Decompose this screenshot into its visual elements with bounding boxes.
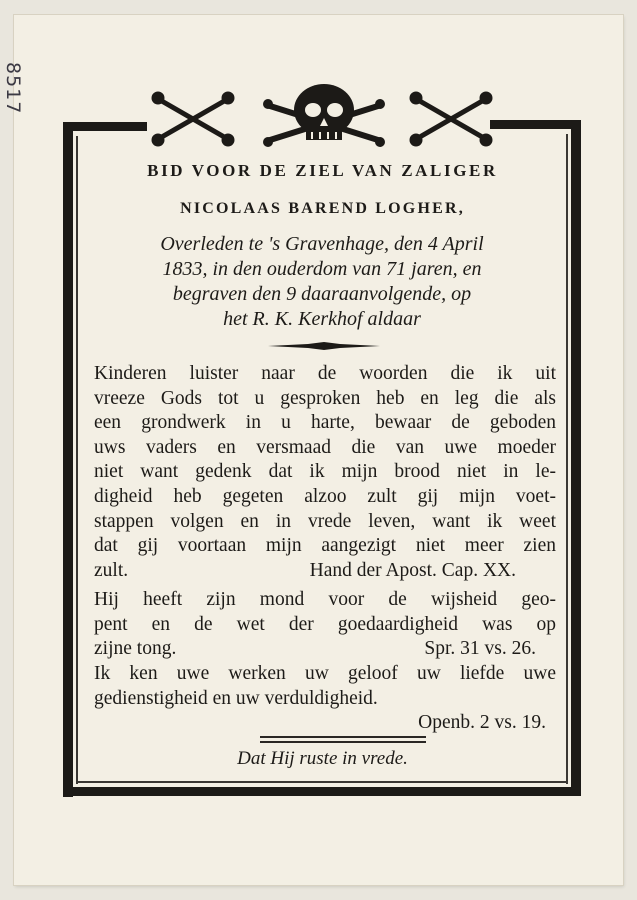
skull-crossbones-ornament (140, 80, 500, 148)
scripture-reference: Spr. 31 vs. 26. (424, 638, 536, 660)
border-top-left (63, 122, 147, 131)
verse-last-word: zijne tong. (94, 638, 177, 660)
border-top-right (490, 120, 581, 129)
deceased-name: NICOLAAS BAREND LOGHER, (180, 200, 465, 217)
verse-line-with-reference (94, 637, 556, 662)
details-line: het R. K. Kerkhof aldaar (223, 308, 421, 330)
verse-line: Kinderen luister naar de woorden die ik uit (94, 363, 556, 384)
details-line: Overleden te 's Gravenhage, den 4 April (160, 233, 484, 255)
verse-1 (94, 362, 556, 583)
details-line: 1833, in den ouderdom van 71 jaren, en (162, 258, 482, 280)
death-details (82, 232, 562, 332)
verse-line: Ik ken uwe werken uw geloof uw liefde uwe (94, 663, 556, 684)
crossed-bones-right-icon (412, 94, 490, 144)
border-inner-right (566, 134, 568, 784)
verse-line: stappen volgen en in vrede leven, want ik weet (94, 510, 556, 532)
verse-line: pent en de wet der goedaardigheid was op (94, 613, 556, 635)
prayer-heading: BID VOOR DE ZIEL VAN ZALIGER (147, 161, 498, 180)
scripture-reference: Hand der Apost. Cap. XX. (309, 559, 516, 581)
closing-rule (260, 736, 426, 738)
verse-line: digheid heb gegeten alzoo zult gij mijn voet- (94, 485, 556, 507)
verse-line-with-reference (94, 559, 556, 584)
verse-3 (94, 662, 556, 736)
border-inner-left (76, 136, 78, 784)
verse-line: uws vaders en versmaad die van uwe moeder (94, 436, 556, 458)
border-inner-bottom (76, 781, 568, 783)
verse-line: dat gij voortaan mijn aangezigt niet meer zien (94, 535, 556, 557)
ornamental-divider (268, 341, 380, 351)
closing-blessing: Dat Hij ruste in vrede. (237, 748, 408, 769)
verse-line: gedienstigheid en uw verduldigheid. (94, 687, 378, 709)
verse-line: niet want gedenk dat ik mijn brood niet in le- (94, 461, 556, 483)
border-left (63, 127, 73, 797)
verse-line: een grondwerk in u harte, bewaar de geboden (94, 412, 556, 434)
verse-last-word: zult. (94, 559, 129, 581)
scripture-reference: Openb. 2 vs. 19. (418, 712, 546, 734)
verse-reference-row (94, 711, 556, 736)
border-right (571, 127, 581, 795)
archive-number: 8517 (2, 62, 24, 115)
skull-icon (263, 84, 385, 147)
verse-line: vreeze Gods tot u gesproken heb en leg die als (94, 387, 556, 409)
closing-rule (260, 741, 426, 743)
verse-2 (94, 588, 556, 662)
details-line: begraven den 9 daaraanvolgende, op (172, 283, 472, 305)
border-bottom (63, 787, 581, 796)
crossed-bones-left-icon (154, 94, 232, 144)
verse-line: Hij heeft zijn mond voor de wijsheid geo- (94, 589, 556, 610)
